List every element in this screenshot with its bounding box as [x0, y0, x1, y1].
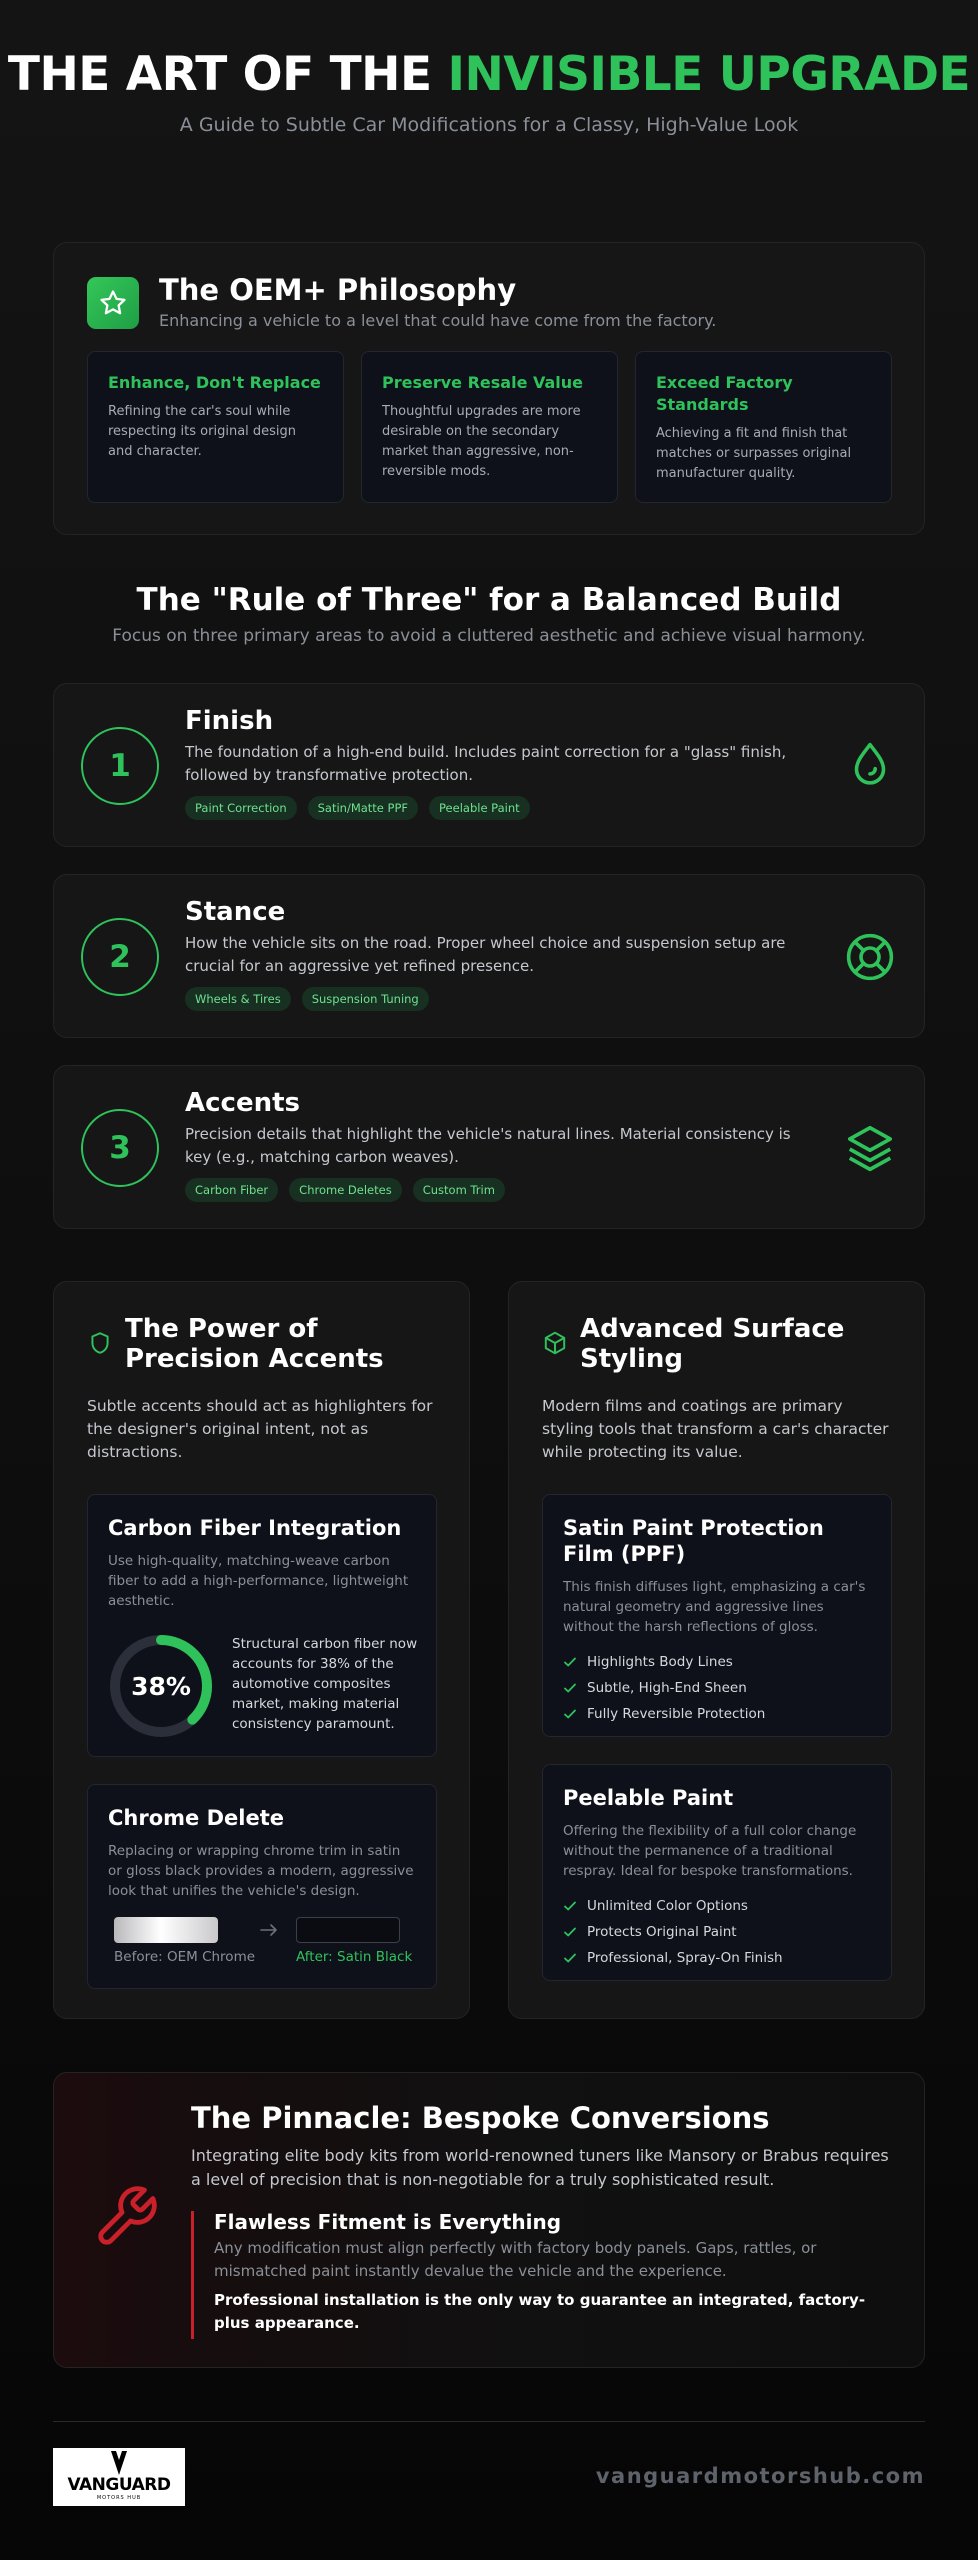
ppf-checklist [563, 1649, 871, 1727]
logo-text: VANGUARD [67, 2475, 171, 2495]
chrome-delete-box [87, 1784, 437, 1989]
check-label: Unlimited Color Options [587, 1898, 748, 1914]
tag: Carbon Fiber [185, 1178, 278, 1202]
step-card-accents [53, 1065, 925, 1229]
carbon-fiber-box [87, 1494, 437, 1757]
logo-mark-icon [109, 2451, 129, 2475]
ppf-title: Satin Paint Protection Film (PPF) [563, 1516, 824, 1566]
step-tags [185, 1178, 505, 1202]
bespoke-conversions-card [53, 2072, 925, 2368]
check-item [563, 1649, 871, 1675]
principle-text: Refining the car's soul while respecting its original design and character. [108, 404, 297, 459]
check-icon [563, 1899, 577, 1913]
tag: Wheels & Tires [185, 987, 291, 1011]
principle-card [361, 351, 618, 503]
wheel-icon [843, 930, 897, 984]
carbon-description: Use high-quality, matching-weave carbon fiber to add a high-performance, lightweight aesthetic. [108, 1553, 409, 1609]
tag: Custom Trim [413, 1178, 505, 1202]
droplet-icon [843, 739, 897, 793]
surface-title: Advanced Surface Styling [580, 1314, 845, 1374]
chrome-description: Replacing or wrapping chrome trim in satin or gloss black provides a modern, aggressive look that unifies the vehicle's design. [108, 1843, 414, 1899]
principle-title: Preserve Resale Value [382, 373, 584, 392]
check-icon [563, 1655, 577, 1669]
check-label: Professional, Spray-On Finish [587, 1950, 783, 1966]
cube-icon [542, 1330, 568, 1356]
step-card-finish [53, 683, 925, 847]
chrome-title: Chrome Delete [108, 1806, 284, 1830]
step-text: How the vehicle sits on the road. Proper wheel choice and suspension setup are crucial for an aggressive yet refined presence. [185, 934, 786, 975]
rule-title: The "Rule of Three" for a Balanced Build [136, 582, 842, 618]
vanguard-logo [53, 2448, 185, 2506]
peelable-description: Offering the flexibility of a full color change without the permanence of a traditional respray. Ideal for bespoke transformations. [563, 1823, 857, 1879]
rule-subtitle: Focus on three primary areas to avoid a cluttered aesthetic and achieve visual harmony. [112, 626, 866, 646]
footer-divider [53, 2421, 925, 2422]
donut-percent-label: 38% [131, 1671, 191, 1701]
peelable-checklist [563, 1893, 871, 1971]
oem-title: The OEM+ Philosophy [159, 273, 517, 307]
tag: Peelable Paint [429, 796, 530, 820]
pinnacle-lead: Integrating elite body kits from world-renowned tuners like Mansory or Brabus requires a level of precision that is non-negotiable for a truly sophisticated result. [191, 2146, 889, 2189]
layers-icon [843, 1121, 897, 1175]
check-label: Subtle, High-End Sheen [587, 1680, 747, 1696]
carbon-title: Carbon Fiber Integration [108, 1516, 402, 1540]
principle-text: Achieving a fit and finish that matches or surpasses original manufacturer quality. [656, 426, 852, 481]
step-number: 1 [81, 727, 159, 805]
hero-title-green: INVISIBLE UPGRADE [447, 47, 971, 102]
step-text: Precision details that highlight the vehicle's natural lines. Material consistency is key (e.g., matching carbon weaves). [185, 1125, 791, 1166]
step-title: Stance [185, 897, 286, 927]
website-url[interactable]: vanguardmotorshub.com [595, 2464, 925, 2488]
surface-intro: Modern films and coatings are primary styling tools that transform a car's character while protecting its value. [542, 1397, 889, 1461]
step-number: 2 [81, 918, 159, 996]
check-item [563, 1701, 871, 1727]
step-tags [185, 987, 429, 1011]
star-icon [87, 277, 139, 329]
precision-accents-card [53, 1281, 470, 2019]
step-text: The foundation of a high-end build. Includes paint correction for a "glass" finish, followed by transformative protection. [185, 743, 787, 784]
fitment-text: Any modification must align perfectly with factory body panels. Gaps, rattles, or mismatched paint instantly devalue the vehicle and the experience. [214, 2239, 817, 2280]
after-label: After: Satin Black [296, 1949, 413, 1965]
check-icon [563, 1925, 577, 1939]
principle-card [87, 351, 344, 503]
check-label: Fully Reversible Protection [587, 1706, 766, 1722]
check-label: Protects Original Paint [587, 1924, 737, 1940]
chrome-swatch-after [296, 1917, 400, 1943]
step-number: 3 [81, 1109, 159, 1187]
peelable-title: Peelable Paint [563, 1786, 734, 1810]
peelable-paint-box [542, 1764, 892, 1981]
check-item [563, 1675, 871, 1701]
check-icon [563, 1707, 577, 1721]
wrench-icon [92, 2183, 160, 2251]
hero [0, 47, 978, 136]
pinnacle-title: The Pinnacle: Bespoke Conversions [191, 2101, 770, 2135]
tag: Chrome Deletes [289, 1178, 402, 1202]
oem-philosophy-card [53, 242, 925, 535]
ppf-description: This finish diffuses light, emphasizing a car's natural geometry and aggressive lines without the harsh reflections of gloss. [563, 1579, 866, 1635]
arrow-right-icon [260, 1923, 278, 1937]
accent-bar [191, 2211, 194, 2339]
hero-subtitle: A Guide to Subtle Car Modifications for a Classy, High-Value Look [179, 114, 799, 136]
fitment-title: Flawless Fitment is Everything [214, 2210, 562, 2234]
check-icon [563, 1951, 577, 1965]
hero-title [0, 47, 978, 102]
principle-card [635, 351, 892, 503]
check-label: Highlights Body Lines [587, 1654, 733, 1670]
logo-subtext: MOTORS HUB [96, 2495, 142, 2501]
before-label: Before: OEM Chrome [114, 1949, 256, 1965]
carbon-stat-text: Structural carbon fiber now accounts for 38% of the automotive composites market, making material consistency paramount. [232, 1636, 418, 1732]
surface-styling-card [508, 1281, 925, 2019]
principle-title: Enhance, Don't Replace [108, 373, 321, 392]
chrome-swatch-before [114, 1917, 218, 1943]
check-item [563, 1893, 871, 1919]
check-item [563, 1945, 871, 1971]
check-icon [563, 1681, 577, 1695]
oem-description: Enhancing a vehicle to a level that could have come from the factory. [159, 311, 717, 330]
chrome-comparison [108, 1913, 416, 1973]
hero-title-white: THE ART OF THE [7, 47, 432, 102]
check-item [563, 1919, 871, 1945]
shield-icon [87, 1330, 113, 1356]
tag: Paint Correction [185, 796, 297, 820]
step-title: Accents [185, 1088, 300, 1118]
step-card-stance [53, 874, 925, 1038]
principle-text: Thoughtful upgrades are more desirable on the secondary market than aggressive, non-reversible mods. [382, 404, 581, 479]
tag: Satin/Matte PPF [308, 796, 418, 820]
accents-title: The Power of Precision Accents [125, 1314, 384, 1374]
principle-title: Exceed Factory Standards [656, 373, 793, 414]
accents-intro: Subtle accents should act as highlighters for the designer's original intent, not as distractions. [87, 1397, 433, 1461]
fitment-emphasis: Professional installation is the only way to guarantee an integrated, factory-plus appearance. [214, 2291, 866, 2332]
step-tags [185, 796, 530, 820]
step-title: Finish [185, 706, 274, 736]
ppf-box [542, 1494, 892, 1737]
tag: Suspension Tuning [302, 987, 429, 1011]
